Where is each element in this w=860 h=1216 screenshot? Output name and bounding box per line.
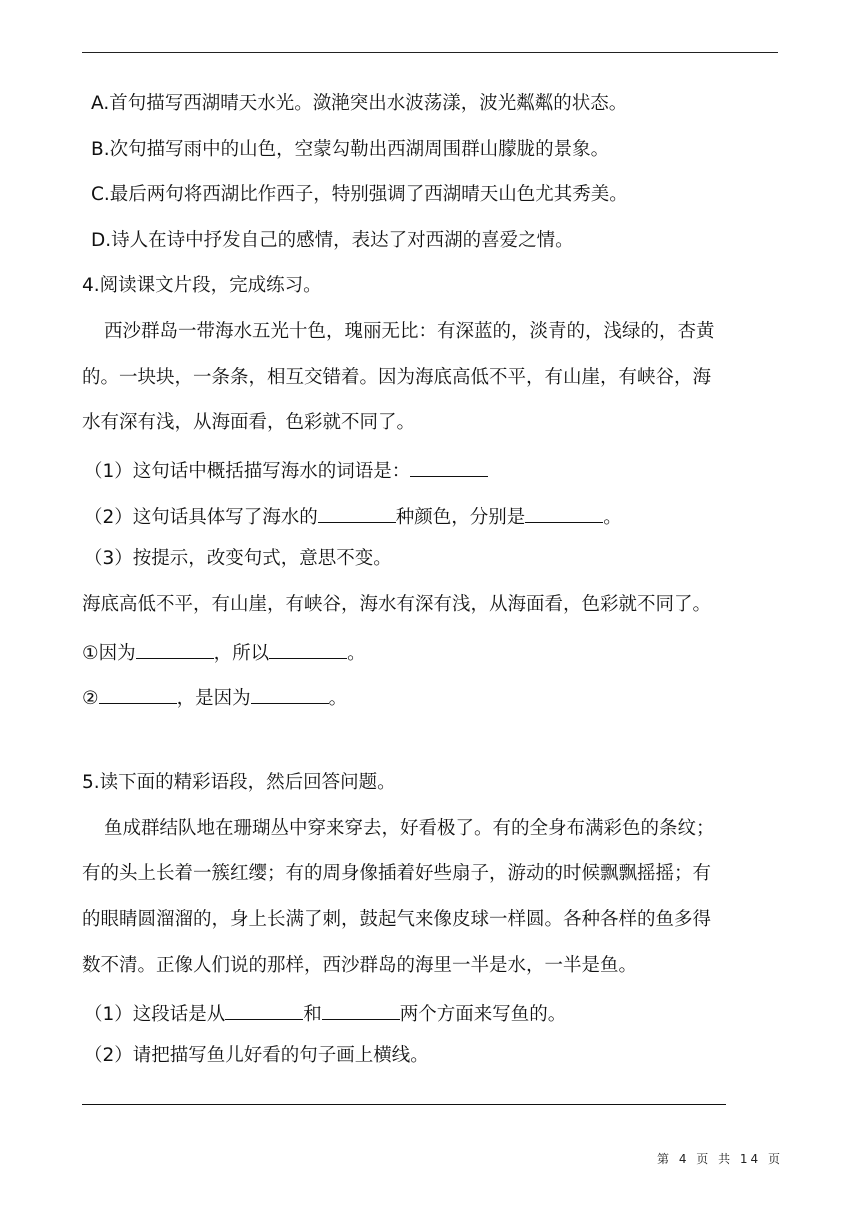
option-a: A.首句描写西湖晴天水光。潋滟突出水波荡漾，波光粼粼的状态。 — [91, 93, 628, 114]
q4-sub2-text: （2）这句话具体写了海水的 — [84, 507, 318, 528]
header-rule — [82, 52, 778, 53]
rewrite-text: 。 — [328, 688, 348, 709]
q4-sub2-text: 。 — [603, 507, 622, 528]
question-4-heading: 4.阅读课文片段，完成练习。 — [82, 275, 322, 296]
answer-blank[interactable] — [99, 683, 177, 704]
q4-rewrite-2 — [82, 683, 347, 711]
q5-sub1-text: 和 — [303, 1004, 322, 1025]
q4-sub2-text: 种颜色，分别是 — [395, 507, 526, 528]
answer-blank[interactable] — [225, 999, 303, 1020]
q5-passage-line: 的眼睛圆溜溜的，身上长满了刺，鼓起气来像皮球一样圆。各种各样的鱼多得 — [82, 909, 712, 930]
q4-sub2 — [84, 502, 622, 530]
q4-sub1-text: （1）这句话中概括描写海水的词语是： — [84, 461, 411, 482]
rewrite-text: ①因为 — [82, 643, 136, 664]
rewrite-text: ② — [82, 688, 99, 709]
answer-blank[interactable] — [251, 683, 329, 704]
q4-passage-line: 的。一块块，一条条，相互交错着。因为海底高低不平，有山崖，有峡谷，海 — [82, 367, 712, 388]
q5-sub2: （2）请把描写鱼儿好看的句子画上横线。 — [84, 1045, 429, 1066]
answer-blank[interactable] — [525, 502, 603, 523]
answer-blank[interactable] — [269, 638, 347, 659]
q4-sentence: 海底高低不平，有山崖，有峡谷，海水有深有浅，从海面看，色彩就不同了。 — [82, 594, 712, 615]
q5-passage-line: 鱼成群结队地在珊瑚丛中穿来穿去，好看极了。有的全身布满彩色的条纹； — [104, 818, 715, 839]
q4-rewrite-1 — [82, 638, 366, 666]
option-c: C.最后两句将西湖比作西子，特别强调了西湖晴天山色尤其秀美。 — [91, 184, 628, 205]
q4-passage-line: 西沙群岛一带海水五光十色，瑰丽无比：有深蓝的，淡青的，浅绿的，杏黄 — [104, 321, 715, 342]
q5-sub1-text: 两个方面来写鱼的。 — [399, 1004, 567, 1025]
q5-passage-line: 数不清。正像人们说的那样，西沙群岛的海里一半是水，一半是鱼。 — [82, 955, 638, 976]
option-d: D.诗人在诗中抒发自己的感情，表达了对西湖的喜爱之情。 — [91, 230, 574, 251]
answer-blank[interactable] — [322, 999, 400, 1020]
q4-sub3: （3）按提示，改变句式，意思不变。 — [84, 548, 392, 569]
q5-passage-line: 有的头上长着一簇红缨；有的周身像插着好些扇子，游动的时候飘飘摇摇；有 — [82, 863, 712, 884]
rewrite-text: 。 — [347, 643, 366, 664]
q4-passage-line: 水有深有浅，从海面看，色彩就不同了。 — [82, 412, 416, 433]
answer-blank[interactable] — [136, 638, 214, 659]
question-5-heading: 5.读下面的精彩语段，然后回答问题。 — [82, 772, 396, 793]
page-footer: 第 4 页 共 14 页 — [657, 1152, 783, 1166]
rewrite-text: ，是因为 — [176, 688, 251, 709]
q4-sub1 — [84, 456, 488, 484]
answer-line[interactable] — [82, 1104, 726, 1105]
option-b: B.次句描写雨中的山色，空蒙勾勒出西湖周围群山朦胧的景象。 — [91, 139, 610, 160]
q5-sub1 — [84, 999, 566, 1027]
rewrite-text: ，所以 — [213, 643, 270, 664]
answer-blank[interactable] — [410, 456, 488, 477]
q5-sub1-text: （1）这段话是从 — [84, 1004, 226, 1025]
answer-blank[interactable] — [318, 502, 396, 523]
